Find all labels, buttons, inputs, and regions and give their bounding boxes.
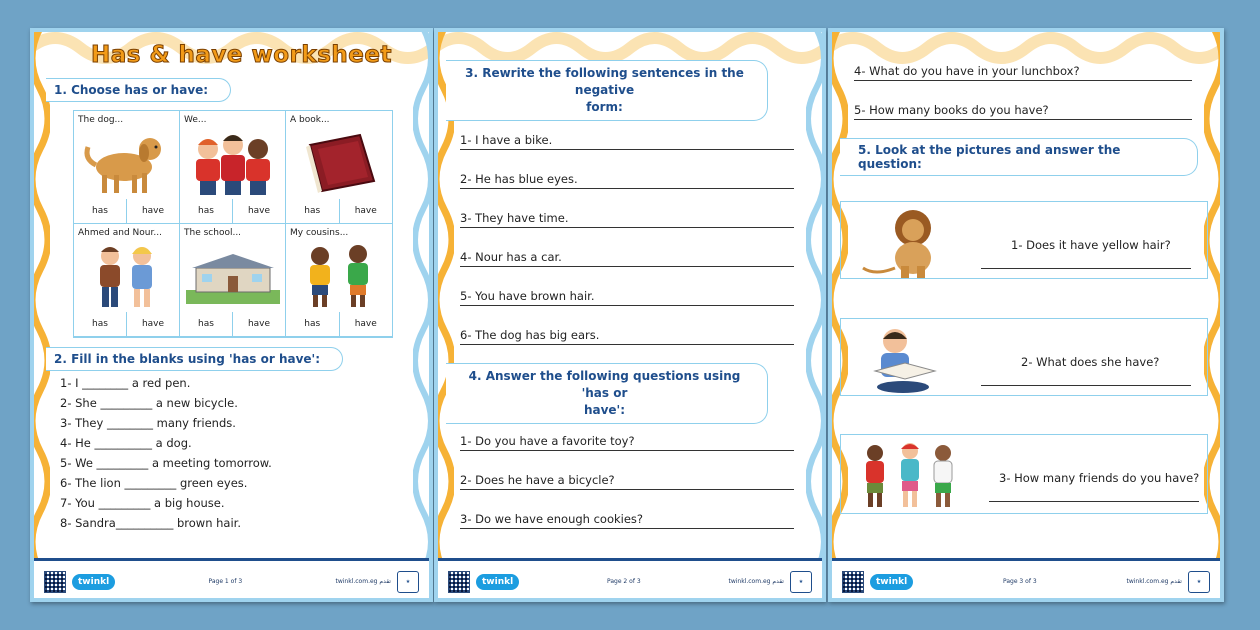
section-1-heading: 1. Choose has or have: [46,78,231,102]
option-have[interactable]: have [247,206,271,216]
fill-blanks-list [60,376,407,536]
question-item: 5- How many books do you have? [854,103,1049,117]
question-item: 4- What do you have in your lunchbox? [854,64,1080,78]
answer-line[interactable] [854,80,1192,81]
question-item: 1- Do you have a favorite toy? [460,434,635,448]
answer-line[interactable] [981,385,1191,386]
section-5-heading: 5. Look at the pictures and answer the question: [840,138,1198,176]
grid-cell-book [286,111,392,224]
decorative-right-wave [806,28,826,572]
option-has[interactable]: has [74,312,127,336]
option-has[interactable]: has [286,199,340,223]
option-have[interactable]: have [141,319,165,329]
worksheet-page-3 [828,28,1224,602]
qr-code-icon [44,571,66,593]
badge-icon: ★ [397,571,419,593]
badge-icon: ★ [1188,571,1210,593]
twinkl-logo: twinkl [476,574,519,590]
sentence-item: 6- The dog has big ears. [460,328,600,342]
school-building-icon [186,238,280,310]
picture-question-box [840,201,1208,279]
answer-line[interactable] [460,227,794,228]
grid-label: We... [184,115,207,125]
decorative-right-wave [413,28,433,572]
three-friends-icon [855,439,965,511]
two-kids-icon [80,238,174,310]
section-4-heading [446,363,768,424]
page-number: Page 1 of 3 [208,578,243,585]
picture-question: 1- Does it have yellow hair? [1011,238,1171,252]
grid-cell-dog [74,111,180,224]
blank-sentence[interactable]: 8- Sandra__________ brown hair. [60,516,242,530]
grid-label: Ahmed and Nour... [78,228,162,238]
worksheet-page-1 [30,28,433,602]
grid-label: The school... [184,228,242,238]
answer-line[interactable] [460,149,794,150]
footer-site: twinkl.com.eg تقدم [728,578,784,585]
section-3-heading-line-2: form: [586,100,623,114]
page-number: Page 2 of 3 [607,578,641,585]
page-footer [434,558,826,602]
blank-sentence[interactable]: 7- You _________ a big house. [60,496,225,510]
sentence-item: 1- I have a bike. [460,133,553,147]
answer-line[interactable] [460,528,794,529]
option-has[interactable]: has [180,312,233,336]
sentence-item: 5- You have brown hair. [460,289,595,303]
answer-questions-continued [854,60,1198,120]
option-has[interactable]: has [74,199,127,223]
grid-cell-we [180,111,286,224]
answer-line[interactable] [460,450,794,451]
answer-line[interactable] [989,501,1199,502]
grid-label: A book... [290,115,330,125]
option-have[interactable]: have [247,319,271,329]
answer-line[interactable] [460,305,794,306]
question-item: 3- Do we have enough cookies? [460,512,644,526]
answer-line[interactable] [854,119,1192,120]
grid-label: The dog... [78,115,124,125]
picture-question: 2- What does she have? [1021,355,1160,369]
girl-reading-icon [855,323,965,395]
qr-code-icon [448,571,470,593]
option-has[interactable]: has [180,199,233,223]
qr-code-icon [842,571,864,593]
picture-question-box [840,434,1208,514]
section-3-heading-line-1: 3. Rewrite the following sentences in the negative [465,66,744,97]
grid-cell-school [180,224,286,337]
answer-line[interactable] [981,268,1191,269]
answer-line[interactable] [460,489,794,490]
badge-icon: ★ [790,571,812,593]
page-number: Page 3 of 3 [1003,578,1037,585]
two-boys-icon [292,238,386,310]
sentence-item: 2- He has blue eyes. [460,172,578,186]
sentence-item: 3- They have time. [460,211,569,225]
blank-sentence[interactable]: 6- The lion _________ green eyes. [60,476,248,490]
footer-site: twinkl.com.eg تقدم [1126,578,1182,585]
grid-cell-cousins [286,224,392,337]
footer-site: twinkl.com.eg تقدم [335,578,391,585]
grid-label: My cousins... [290,228,349,238]
answer-line[interactable] [460,266,794,267]
grid-cell-ahmed-nour [74,224,180,337]
worksheet-title: Has & have worksheet [91,42,392,68]
section-4-heading-line-2: have': [583,403,626,417]
children-group-icon [186,125,280,197]
blank-sentence[interactable]: 3- They ________ many friends. [60,416,236,430]
option-has[interactable]: has [286,312,340,336]
choose-grid [73,110,393,338]
answer-line[interactable] [460,188,794,189]
blank-sentence[interactable]: 5- We _________ a meeting tomorrow. [60,456,272,470]
answer-questions-list [460,430,800,529]
lion-icon [855,206,965,278]
blank-sentence[interactable]: 2- She _________ a new bicycle. [60,396,238,410]
blank-sentence[interactable]: 1- I ________ a red pen. [60,376,191,390]
negative-form-list [460,129,800,345]
option-have[interactable]: have [141,206,165,216]
section-4-heading-line-1: 4. Answer the following questions using 'has or [468,369,741,400]
book-icon [292,125,386,197]
dog-icon [80,125,174,197]
worksheet-page-2 [434,28,826,602]
section-2-heading: 2. Fill in the blanks using 'has or have': [46,347,343,371]
answer-line[interactable] [460,344,794,345]
picture-question: 3- How many friends do you have? [999,471,1200,485]
question-item: 2- Does he have a bicycle? [460,473,615,487]
blank-sentence[interactable]: 4- He __________ a dog. [60,436,192,450]
option-have[interactable]: have [354,319,377,329]
section-3-heading [446,60,768,121]
sentence-item: 4- Nour has a car. [460,250,562,264]
twinkl-logo: twinkl [72,574,115,590]
option-have[interactable]: have [354,206,377,216]
twinkl-logo: twinkl [870,574,913,590]
page-footer [30,558,433,602]
page-footer [828,558,1224,602]
decorative-left-wave [30,28,50,572]
picture-question-box [840,318,1208,396]
